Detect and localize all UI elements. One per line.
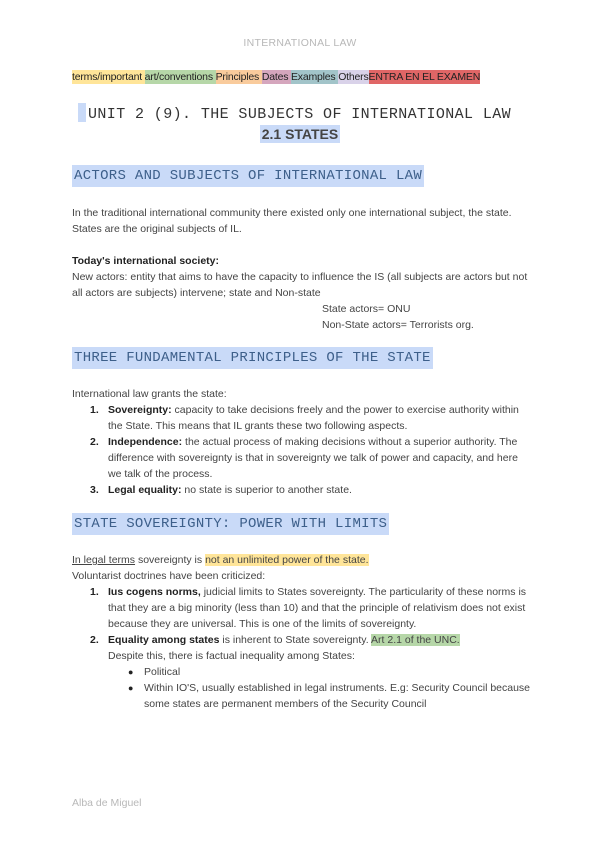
principle-term: Legal equality: (108, 484, 182, 496)
section2-intro: International law grants the state: (72, 388, 227, 400)
legend-examples: Examples (290, 71, 339, 83)
section2-body (72, 386, 534, 498)
limit-text: is inherent to State sovereignty. (219, 634, 372, 646)
section3-body (72, 552, 534, 712)
list-number: 2. (90, 436, 99, 448)
legend-principles: Principles (215, 71, 262, 83)
running-header: INTERNATIONAL LAW (243, 37, 357, 49)
inequality-item (126, 664, 534, 680)
legend-exam: ENTRA EN EL EXAMEN (368, 71, 481, 83)
principle-item (90, 482, 534, 498)
article-ref: Art 2.1 of the UNC. (371, 634, 460, 646)
legend-art: art/conventions (144, 71, 216, 83)
section1-today (72, 253, 534, 333)
principle-term: Independence: (108, 436, 183, 448)
section-heading-principles (72, 350, 433, 366)
principle-text: capacity to take decisions freely and the power to exercise authority within the State. This means that IL grants these two following aspects. (108, 404, 519, 432)
principle-term: Sovereignty: (108, 404, 172, 416)
legend-others: Others (338, 71, 369, 83)
limits-list (90, 584, 534, 712)
section-heading-principles-text: THREE FUNDAMENTAL PRINCIPLES OF THE STATE (72, 347, 433, 369)
footer-author: Alba de Miguel (72, 797, 142, 809)
sov-is: sovereignty is (135, 554, 206, 566)
section-heading-sovereignty (72, 516, 389, 532)
bullet-icon: ● (128, 683, 134, 693)
limit-term: Ius cogens norms, (108, 586, 201, 598)
principles-list (90, 402, 534, 498)
inequality-item (126, 680, 534, 712)
principle-item (90, 434, 534, 482)
limit-text2: Despite this, there is factual inequality among States: (108, 650, 355, 662)
highlight-legend (72, 71, 480, 83)
section-heading-actors (72, 168, 424, 184)
section1-intro: In the traditional international community there existed only one international subject, the state. States are the original subjects of IL. (72, 207, 512, 235)
not-unlimited: not an unlimited power of the state. (205, 554, 369, 566)
inequality-text: Within IO'S, usually established in legal instruments. E.g: Security Council because some states are permanent members of the Security Council (144, 682, 531, 710)
today-text: New actors: entity that aims to have the capacity to influence the IS (all subjects are actors but not all actors are subjects) intervene; state and Non-state (72, 271, 528, 299)
limit-item (90, 584, 534, 632)
inequality-list (126, 664, 534, 712)
inequality-text: Political (144, 666, 181, 678)
list-number: 2. (90, 634, 99, 646)
state-actors: State actors= ONU (322, 303, 411, 315)
legal-terms-line (72, 552, 534, 568)
unit-marker (78, 103, 86, 122)
legend-dates: Dates (261, 71, 291, 83)
unit-title-text: UNIT 2 (9). THE SUBJECTS OF INTERNATIONAL LAW (88, 106, 512, 123)
voluntarist-line: Voluntarist doctrines have been criticized: (72, 570, 266, 582)
legal-terms: In legal terms (72, 554, 136, 566)
unit-title (78, 103, 538, 123)
bullet-icon: ● (128, 667, 134, 677)
principle-item (90, 402, 534, 434)
limit-text: judicial limits to States sovereignty. The particularity of these norms is that they are a big minority (less than 10) and that the principle of relativism does not exist because they are universal. This is one of the limits of sovereignty. (108, 586, 527, 630)
today-label: Today's international society: (72, 255, 219, 267)
subtitle (0, 126, 600, 142)
section-heading-sovereignty-text: STATE SOVEREIGNTY: POWER WITH LIMITS (72, 513, 389, 535)
section-heading-actors-text: ACTORS AND SUBJECTS OF INTERNATIONAL LAW (72, 165, 424, 187)
limit-term: Equality among states (108, 634, 220, 646)
list-number: 1. (90, 404, 99, 416)
limit-item (90, 632, 534, 712)
list-number: 3. (90, 484, 99, 496)
legend-terms: terms/important (72, 71, 145, 83)
principle-text: the actual process of making decisions without a superior authority. The difference with sovereignty is that in sovereignty we talk of power and capacity, and here we talk of the process. (108, 436, 518, 480)
nonstate-actors: Non-State actors= Terrorists org. (322, 319, 474, 331)
principle-text: no state is superior to another state. (181, 484, 352, 496)
list-number: 1. (90, 586, 99, 598)
subtitle-text: 2.1 STATES (261, 126, 339, 142)
